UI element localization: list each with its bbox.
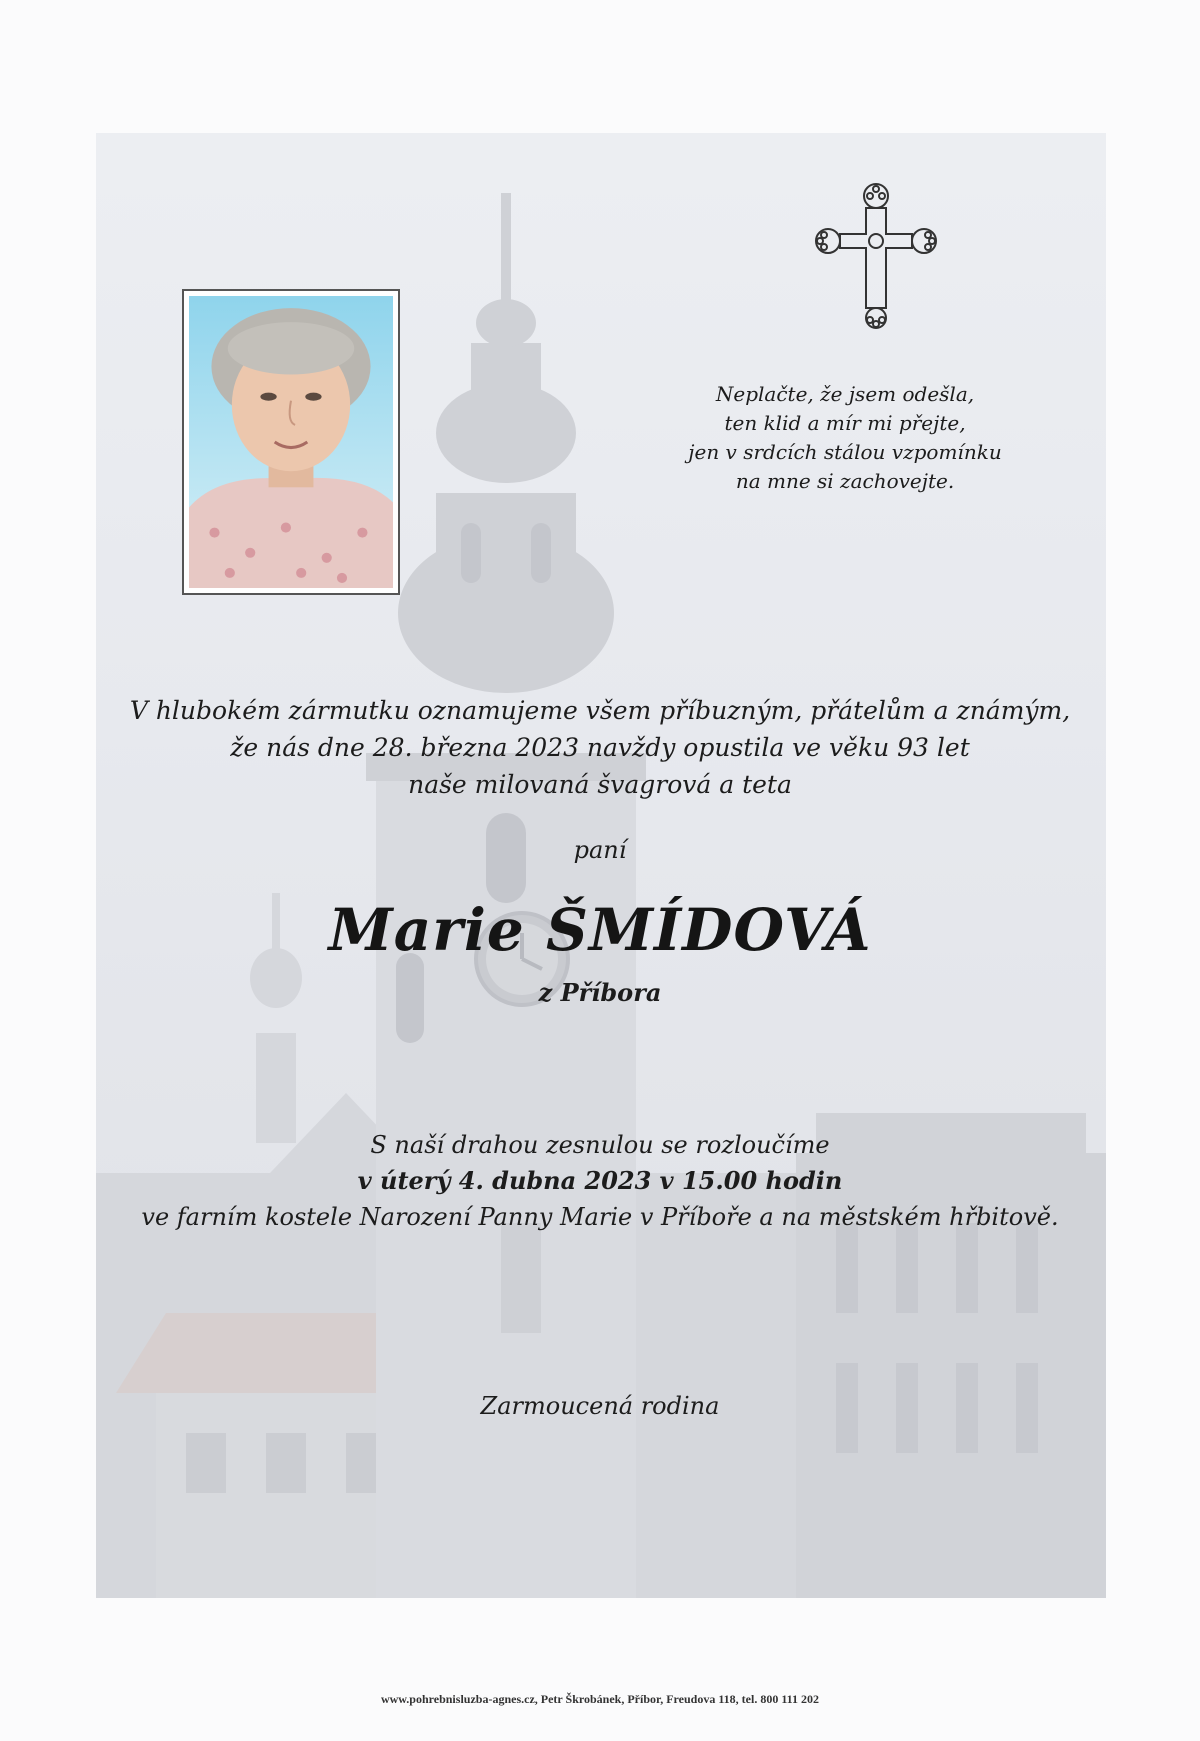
funeral-intro: S naší drahou zesnulou se rozloučíme — [370, 1131, 830, 1159]
announcement-line: že nás dne 28. března 2023 navždy opustila ve věku 93 let — [230, 733, 970, 762]
poem-line: jen v srdcích stálou vzpomínku — [688, 440, 1002, 464]
honorific-title: paní — [573, 836, 627, 864]
ornate-cross-icon — [812, 178, 940, 330]
funeral-service-footer: www.pohrebnisluzba-agnes.cz, Petr Škrobánek, Příbor, Freudova 118, tel. 800 111 202 — [380, 1692, 820, 1706]
death-announcement — [100, 692, 1100, 803]
deceased-origin: z Příbora — [538, 978, 662, 1007]
memorial-poem — [645, 380, 1045, 496]
poem-line: ten klid a mír mi přejte, — [724, 411, 966, 435]
funeral-details — [100, 1127, 1100, 1235]
funeral-datetime: v úterý 4. dubna 2023 v 15.00 hodin — [357, 1166, 843, 1195]
poem-line: na mne si zachovejte. — [735, 469, 955, 493]
deceased-name: Marie ŠMÍDOVÁ — [328, 896, 872, 964]
portrait-photo — [182, 289, 400, 595]
announcement-line: naše milovaná švagrová a teta — [408, 770, 792, 799]
poem-line: Neplačte, že jsem odešla, — [715, 382, 975, 406]
funeral-location: ve farním kostele Narození Panny Marie v Příboře a na městském hřbitově. — [141, 1203, 1059, 1231]
family-signature: Zarmoucená rodina — [480, 1392, 720, 1420]
announcement-line: V hlubokém zármutku oznamujeme všem příbuzným, přátelům a známým, — [129, 696, 1071, 725]
